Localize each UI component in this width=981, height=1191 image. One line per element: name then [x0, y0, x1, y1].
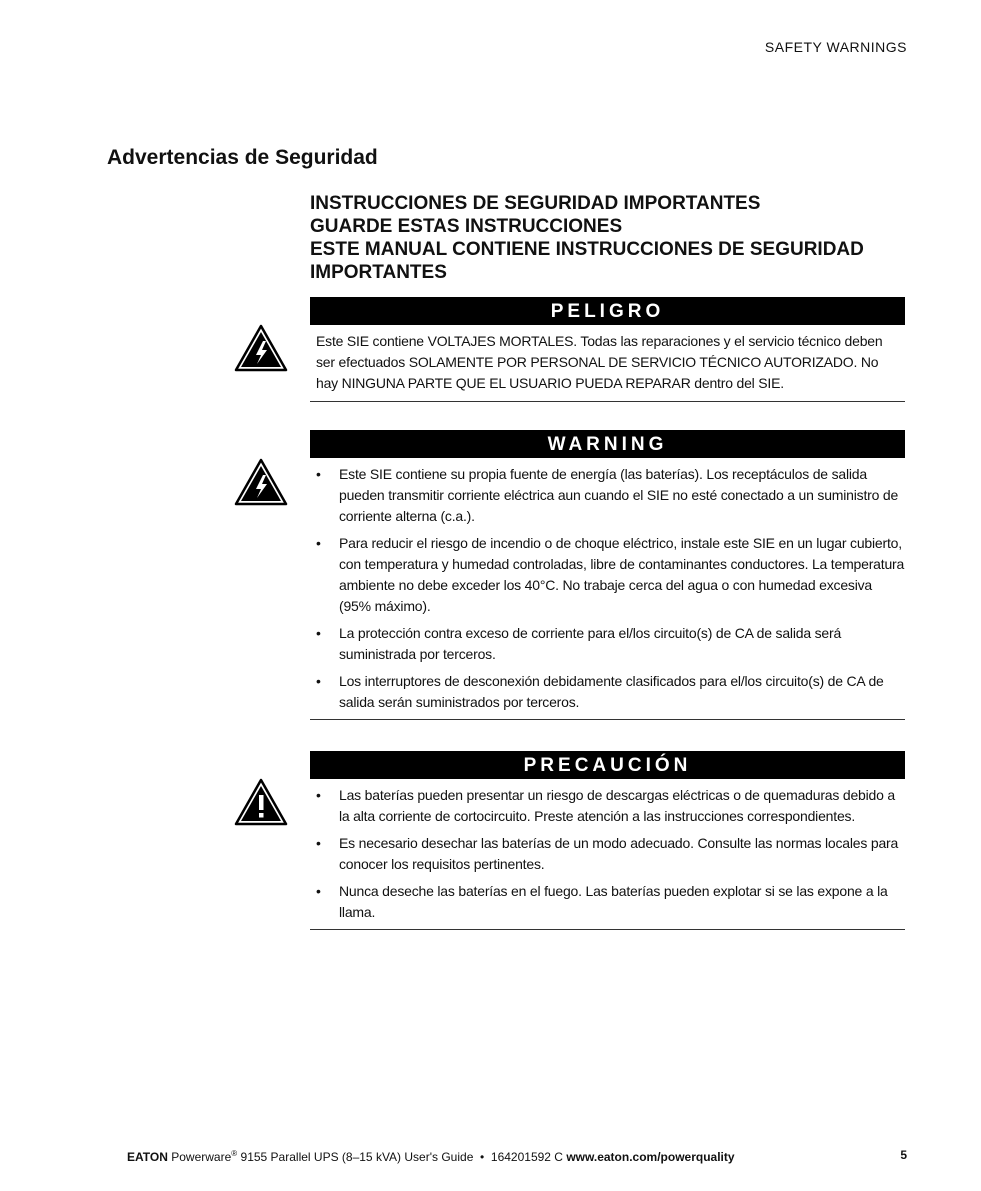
footer-product: Powerware — [171, 1150, 232, 1164]
caution-label: PRECAUCIÓN — [310, 751, 905, 779]
footer-url[interactable]: www.eaton.com/powerquality — [566, 1150, 735, 1164]
page-number: 5 — [900, 1148, 907, 1162]
list-item: • Es necesario desechar las baterías de un modo adecuado. Consulte las normas locales para conocer los requisitos pertinentes. — [316, 835, 899, 872]
bullet: • — [316, 673, 321, 689]
bullet: • — [316, 835, 321, 851]
warning-section — [310, 430, 905, 720]
high-voltage-warning-icon — [234, 458, 288, 506]
bullet: • — [316, 787, 321, 803]
danger-section — [310, 297, 905, 402]
list-item: • Las baterías pueden presentar un riesgo de descargas eléctricas o de quemaduras debido a la alta corriente de cortocircuito. Preste atención a las instrucciones correspondientes. — [316, 787, 895, 824]
registered-mark: ® — [231, 1149, 238, 1158]
caution-section — [310, 751, 905, 930]
important-line: ESTE MANUAL CONTIENE INSTRUCCIONES DE SEGURIDAD — [310, 239, 864, 260]
important-line: IMPORTANTES — [310, 262, 447, 283]
footer-product-details: 9155 Parallel UPS (8–15 kVA) User's Guide • 164201592 C — [237, 1150, 563, 1164]
running-header: SAFETY WARNINGS — [764, 39, 907, 55]
bullet: • — [316, 883, 321, 899]
danger-text: Este SIE contiene VOLTAJES MORTALES. Todas las reparaciones y el servicio técnico deben ser efectuados SOLAMENTE POR PERSONAL DE SERVICIO TÉCNICO AUTORIZADO. No hay NINGUNA PARTE QUE EL USUARIO PUEDA REPARAR dentro del SIE. — [310, 325, 905, 402]
caution-list — [310, 779, 905, 930]
list-item: • Para reducir el riesgo de incendio o de choque eléctrico, instale este SIE en un lugar cubierto, con temperatura y humedad controladas, libre de contaminantes conductores. La temperatura ambiente no debe exceder los 40°C. No trabaje cerca del agua o con humedad excesiva (95% máximo). — [316, 535, 905, 614]
page-footer — [127, 1149, 907, 1164]
important-instructions-heading — [310, 192, 910, 284]
warning-list — [310, 458, 905, 720]
list-item: • Nunca deseche las baterías en el fuego. Las baterías pueden explotar si se las expone a la llama. — [316, 883, 888, 920]
footer-brand: EATON — [127, 1150, 168, 1164]
list-item: • La protección contra exceso de corriente para el/los circuito(s) de CA de salida será suministrada por terceros. — [316, 625, 842, 662]
important-line: GUARDE ESTAS INSTRUCCIONES — [310, 216, 623, 237]
page-title: Advertencias de Seguridad — [107, 146, 378, 169]
danger-label: PELIGRO — [310, 297, 905, 325]
bullet: • — [316, 466, 321, 482]
warning-label: WARNING — [310, 430, 905, 458]
bullet: • — [316, 625, 321, 641]
list-item: • Este SIE contiene su propia fuente de energía (las baterías). Los receptáculos de salida pueden transmitir corriente eléctrica aun cuando el SIE no esté conectado a un suministro de corriente alterna (c.a.). — [316, 466, 899, 524]
exclamation-warning-icon — [234, 778, 288, 826]
important-line: INSTRUCCIONES DE SEGURIDAD IMPORTANTES — [310, 193, 761, 214]
list-item: • Los interruptores de desconexión debidamente clasificados para el/los circuito(s) de CA de salida serán suministrados por terceros. — [316, 673, 884, 710]
high-voltage-warning-icon — [234, 324, 288, 372]
bullet: • — [316, 535, 321, 551]
